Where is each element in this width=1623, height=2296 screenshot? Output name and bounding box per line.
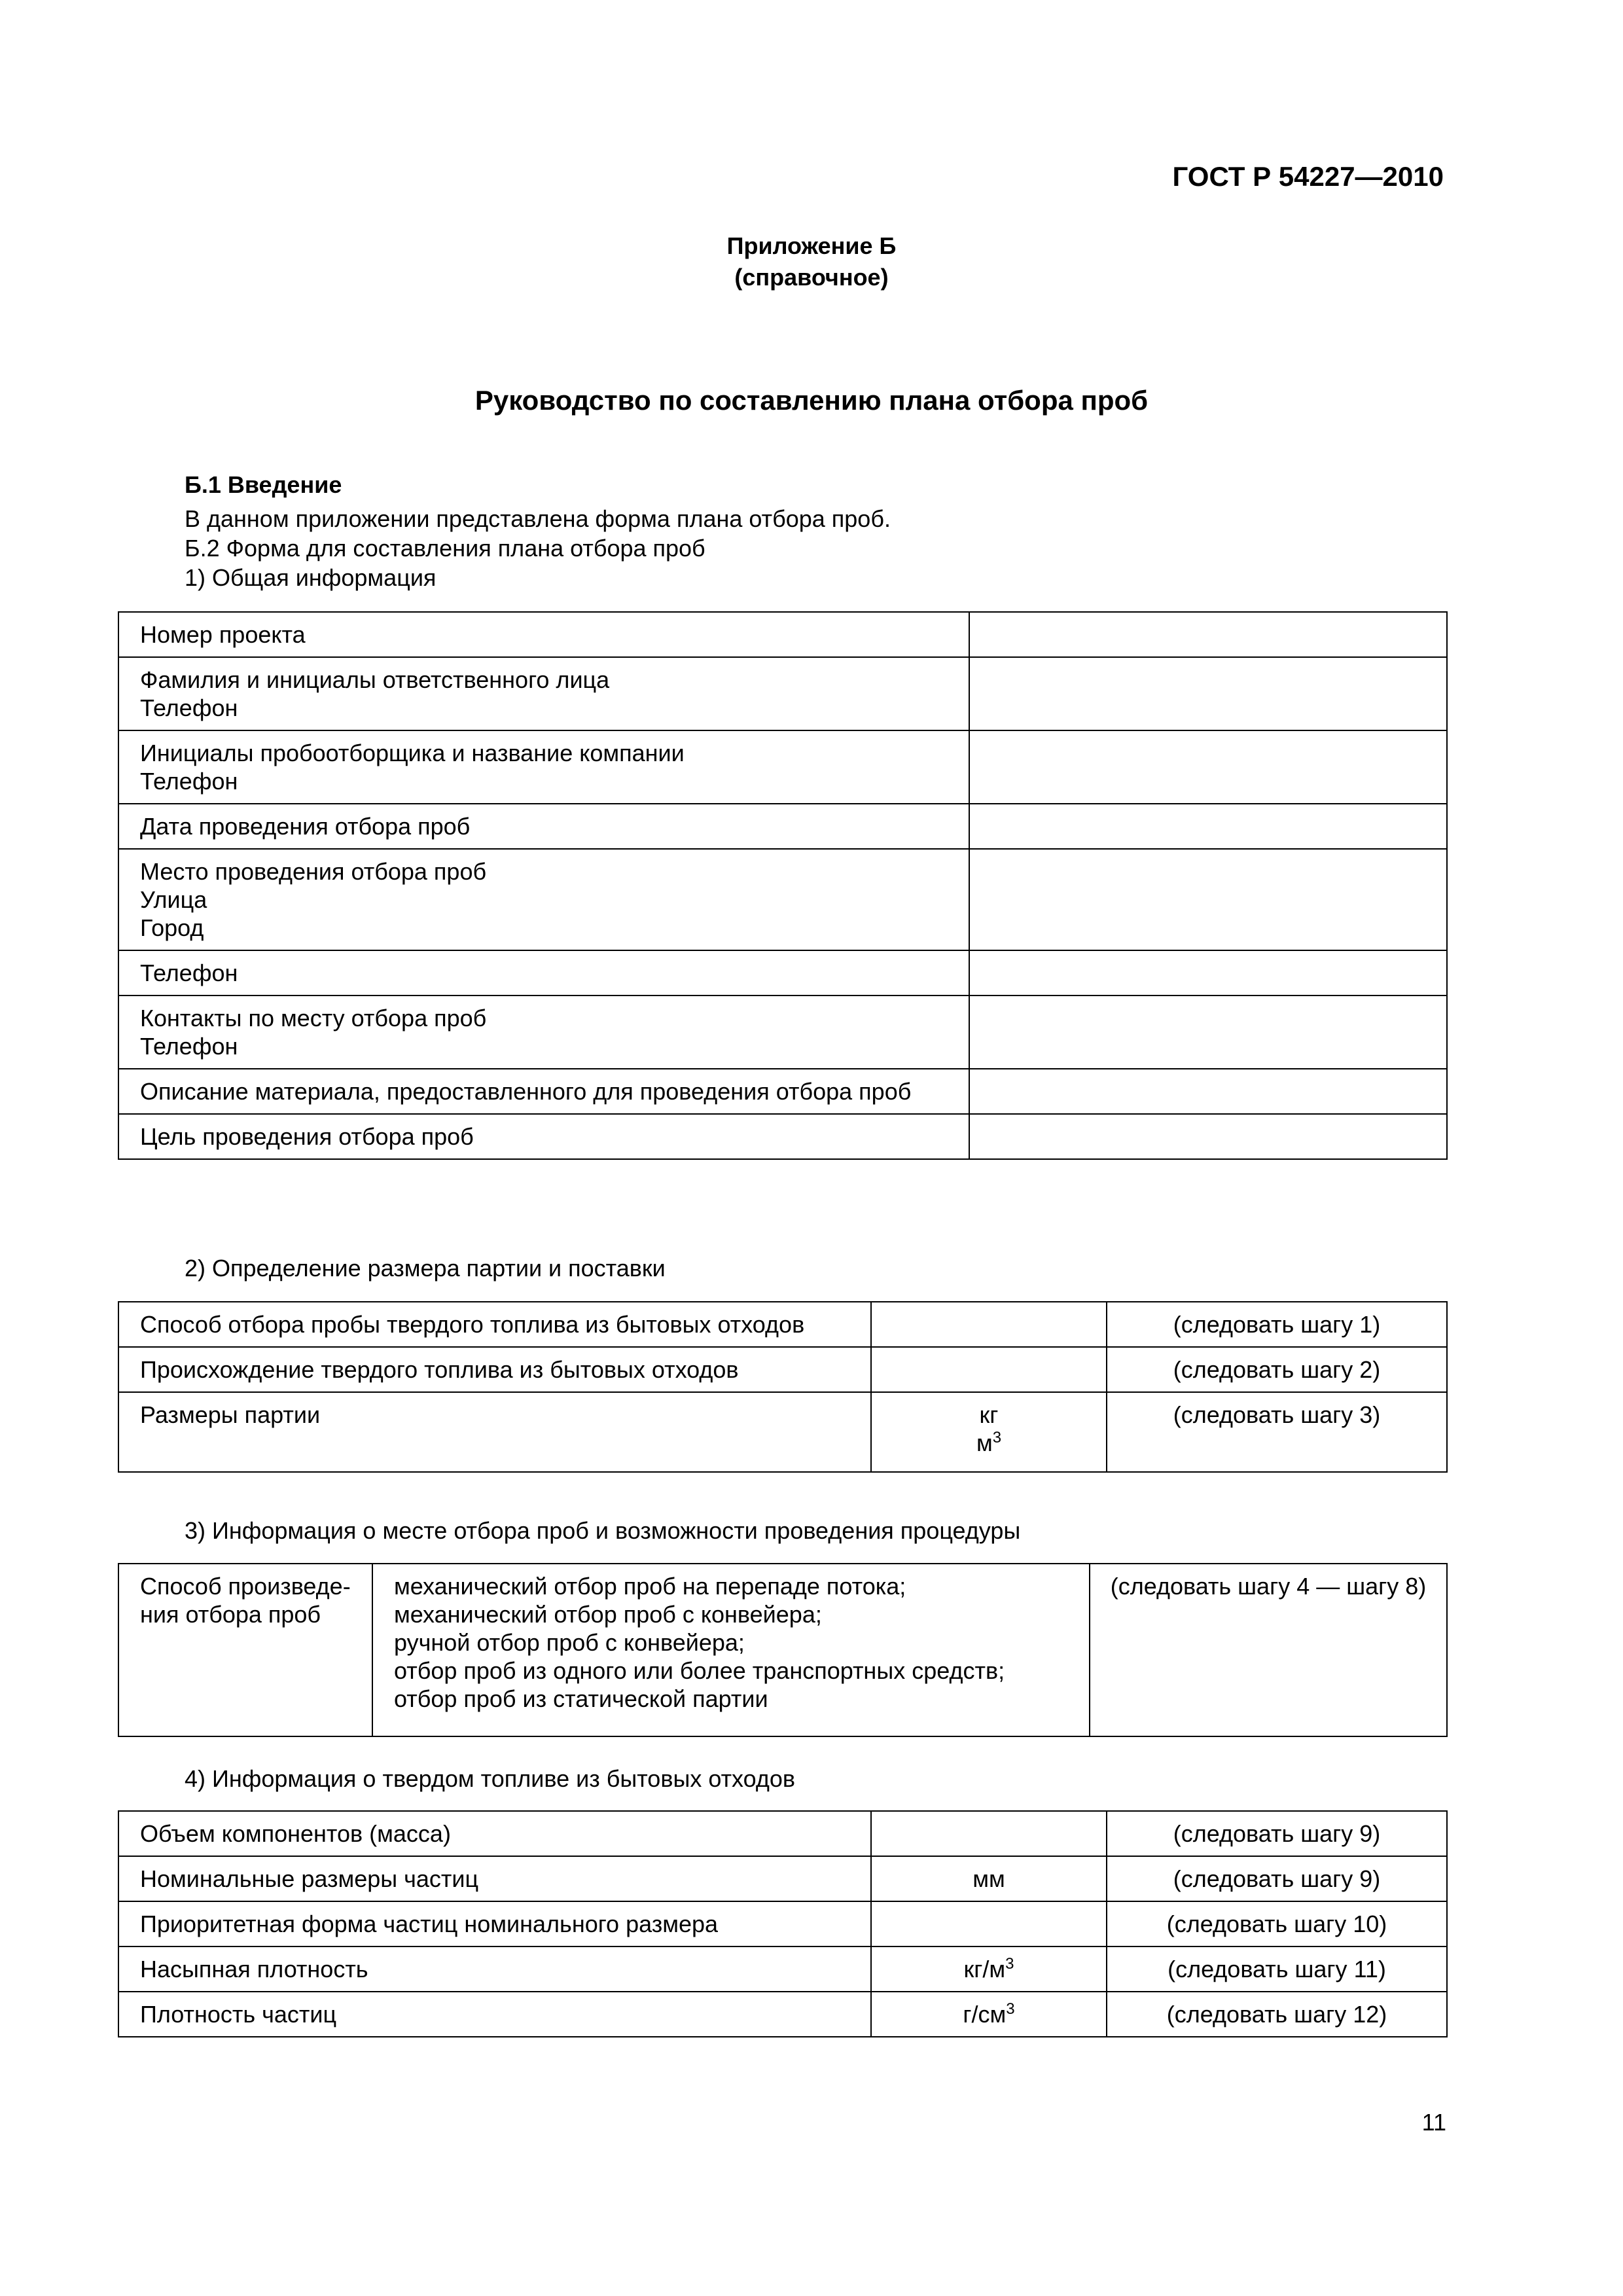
- label-line: Дата проведения отбора проб: [140, 813, 471, 840]
- table-row: [118, 1069, 1447, 1114]
- table-row: [118, 1564, 1447, 1736]
- table-row: [118, 730, 1447, 804]
- row-label: [118, 1069, 969, 1114]
- label-line: Номер проекта: [140, 621, 306, 648]
- row-value[interactable]: [969, 1114, 1447, 1159]
- row-unit: [871, 1856, 1107, 1901]
- table-row: [118, 1856, 1447, 1901]
- row-unit: [871, 1392, 1107, 1472]
- row-label: Объем компонентов (масса): [118, 1811, 871, 1856]
- row-label: Насыпная плотность: [118, 1946, 871, 1992]
- row-value[interactable]: [969, 996, 1447, 1069]
- row-step: (следовать шагу 3): [1107, 1392, 1447, 1472]
- label-line: Описание материала, предоставленного для проведения отбора проб: [140, 1078, 912, 1105]
- row-step: (следовать шагу 2): [1107, 1347, 1447, 1392]
- label-line: Инициалы пробоотборщика и название компании: [140, 740, 685, 766]
- document-code: ГОСТ Р 54227—2010: [1172, 161, 1444, 192]
- sampling-option: отбор проб из одного или более транспортных средств;: [394, 1657, 1005, 1684]
- table-row: [118, 1392, 1447, 1472]
- row-step: (следовать шагу 9): [1107, 1856, 1447, 1901]
- table-row: [118, 1901, 1447, 1946]
- unit-base: г/см: [963, 2001, 1007, 2028]
- table-row: [118, 950, 1447, 996]
- table-row: [118, 1302, 1447, 1347]
- row-unit: [871, 1811, 1107, 1856]
- row-value[interactable]: [969, 950, 1447, 996]
- table-row: [118, 612, 1447, 657]
- row-unit: [871, 1302, 1107, 1347]
- row-unit: [871, 1946, 1107, 1992]
- row-label: [118, 730, 969, 804]
- row-label: Происхождение твердого топлива из бытовых отходов: [118, 1347, 871, 1392]
- row-label: [118, 657, 969, 730]
- appendix-label: Приложение Б: [726, 232, 897, 259]
- label-line: Телефон: [140, 768, 238, 795]
- table-row: [118, 657, 1447, 730]
- row-label: [118, 849, 969, 950]
- row-value[interactable]: [969, 612, 1447, 657]
- section-b1-heading: Б.1 Введение: [185, 471, 342, 498]
- row-value[interactable]: [969, 730, 1447, 804]
- row-label: Приоритетная форма частиц номинального размера: [118, 1901, 871, 1946]
- unit-base: кг/м: [963, 1956, 1006, 1982]
- row-step: (следовать шагу 11): [1107, 1946, 1447, 1992]
- batch-size-table: [118, 1301, 1448, 1473]
- row-value[interactable]: [969, 1069, 1447, 1114]
- part2-heading: 2) Определение размера партии и поставки: [185, 1255, 666, 1282]
- unit-kg: кг: [979, 1401, 999, 1428]
- sampling-option: ручной отбор проб с конвейера;: [394, 1629, 745, 1656]
- row-step: (следовать шагу 12): [1107, 1992, 1447, 2037]
- row-label: Плотность частиц: [118, 1992, 871, 2037]
- label-line: Цель проведения отбора проб: [140, 1123, 474, 1150]
- part4-heading: 4) Информация о твердом топливе из бытовых отходов: [185, 1765, 796, 1792]
- section-b2-heading: Б.2 Форма для составления плана отбора проб: [185, 535, 705, 562]
- table-row: [118, 804, 1447, 849]
- unit-exponent: 3: [1006, 2000, 1015, 2018]
- label-line: Улица: [140, 886, 207, 913]
- row-unit: [871, 1901, 1107, 1946]
- row-label: [118, 1114, 969, 1159]
- page-number: 11: [1421, 2109, 1446, 2136]
- unit-base: м: [976, 1429, 993, 1456]
- label-line: Способ произведе-: [140, 1573, 351, 1600]
- table-row: [118, 1946, 1447, 1992]
- table-row: [118, 1992, 1447, 2037]
- sampling-method-table: [118, 1563, 1448, 1737]
- row-step: (следовать шагу 10): [1107, 1901, 1447, 1946]
- label-line: Город: [140, 914, 204, 941]
- table-row: [118, 996, 1447, 1069]
- fuel-info-table: [118, 1810, 1448, 2037]
- page-title: Руководство по составлению плана отбора проб: [474, 385, 1149, 416]
- row-label: Размеры партии: [118, 1392, 871, 1472]
- sampling-option: механический отбор проб с конвейера;: [394, 1601, 822, 1628]
- unit-base: мм: [972, 1865, 1005, 1892]
- row-label: [118, 804, 969, 849]
- general-info-table: [118, 611, 1448, 1160]
- unit-exponent: 3: [1005, 1955, 1014, 1973]
- row-label: [118, 996, 969, 1069]
- row-unit: [871, 1347, 1107, 1392]
- label-line: Телефон: [140, 1033, 238, 1060]
- table-row: [118, 1347, 1447, 1392]
- unit-exponent: 3: [992, 1429, 1002, 1446]
- sampling-options: [372, 1564, 1090, 1736]
- label-line: Телефон: [140, 960, 238, 986]
- appendix-type: (справочное): [734, 264, 889, 291]
- sampling-option: механический отбор проб на перепаде потока;: [394, 1573, 906, 1600]
- label-line: Телефон: [140, 694, 238, 721]
- table-row: [118, 1114, 1447, 1159]
- row-label: Способ отбора пробы твердого топлива из бытовых отходов: [118, 1302, 871, 1347]
- appendix-heading: [0, 230, 1623, 293]
- label-line: ния отбора проб: [140, 1601, 321, 1628]
- row-value[interactable]: [969, 804, 1447, 849]
- sampling-option: отбор проб из статической партии: [394, 1685, 768, 1712]
- row-step: (следовать шагу 1): [1107, 1302, 1447, 1347]
- row-label: Номинальные размеры частиц: [118, 1856, 871, 1901]
- part3-heading: 3) Информация о месте отбора проб и возможности проведения процедуры: [185, 1517, 1021, 1544]
- label-line: Контакты по месту отбора проб: [140, 1005, 487, 1031]
- unit-m3: [893, 1429, 1085, 1457]
- row-label: [118, 950, 969, 996]
- row-unit: [871, 1992, 1107, 2037]
- row-label: [118, 612, 969, 657]
- row-value[interactable]: [969, 657, 1447, 730]
- part1-heading: 1) Общая информация: [185, 564, 437, 591]
- row-step: (следовать шагу 4 — шагу 8): [1090, 1564, 1447, 1736]
- table-row: [118, 849, 1447, 950]
- row-step: (следовать шагу 9): [1107, 1811, 1447, 1856]
- intro-text: В данном приложении представлена форма плана отбора проб.: [185, 505, 891, 532]
- label-line: Место проведения отбора проб: [140, 858, 487, 885]
- table-row: [118, 1811, 1447, 1856]
- row-label: [118, 1564, 372, 1736]
- row-value[interactable]: [969, 849, 1447, 950]
- label-line: Фамилия и инициалы ответственного лица: [140, 666, 610, 693]
